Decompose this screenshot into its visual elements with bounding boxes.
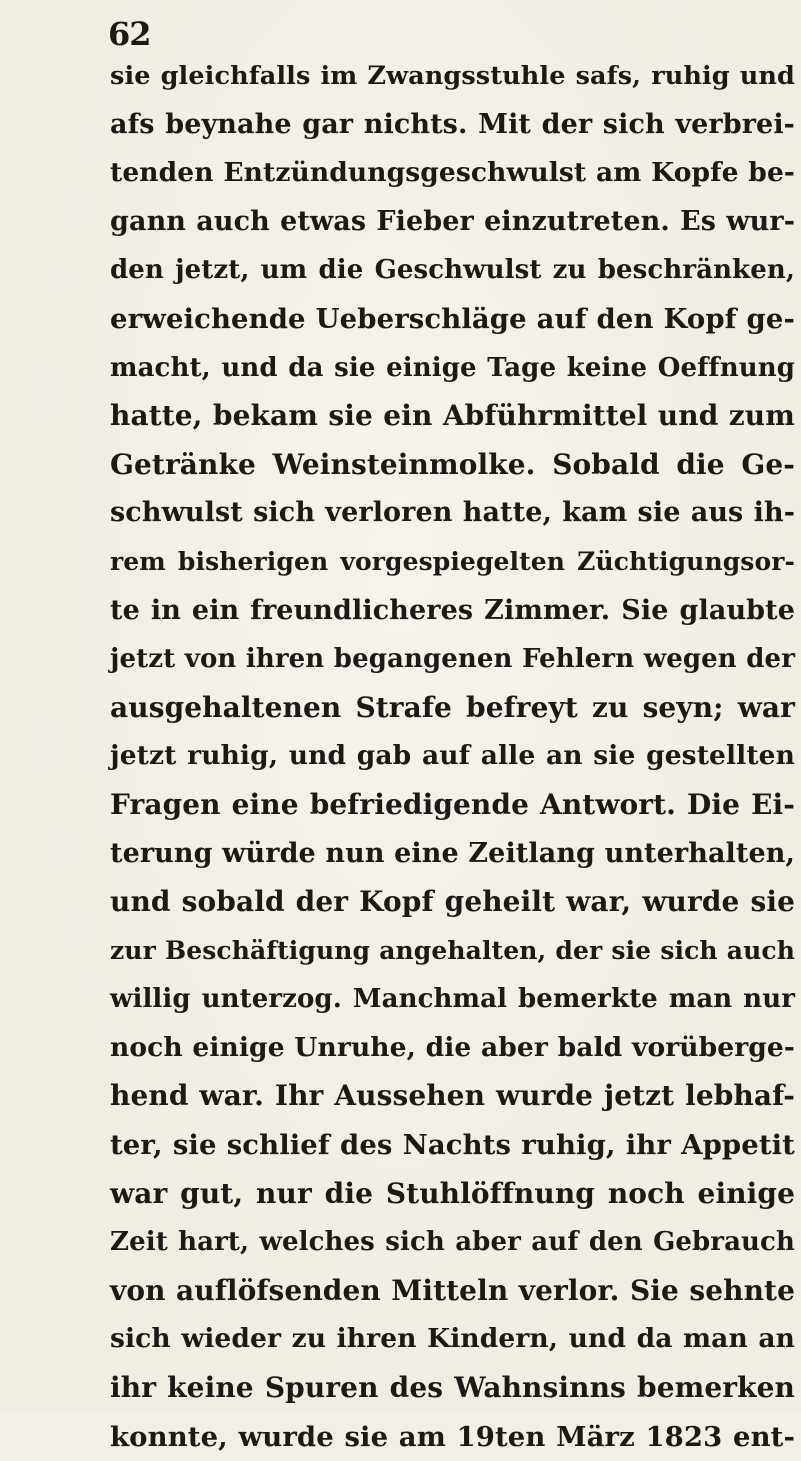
text-line: war gut, nur die Stuhlöffnung noch einige (110, 1176, 795, 1210)
text-line: Zeit hart, welches sich aber auf den Gebrauch (110, 1227, 795, 1258)
text-line: ter, sie schlief des Nachts ruhig, ihr Appetit (110, 1129, 795, 1162)
text-line: Getränke Weinsteinmolke. Sobald die Ge- (110, 447, 795, 481)
text-line: ausgehaltenen Strafe befreyt zu seyn; war (110, 690, 795, 724)
text-line: macht, und da sie einige Tage keine Oeffnung (110, 352, 795, 383)
text-line: hatte, bekam sie ein Abführmittel und zum (110, 399, 795, 433)
text-line: rem bisherigen vorgespiegelten Züchtigungsor- (110, 546, 795, 576)
text-line: konnte, wurde sie am 19ten März 1823 ent- (110, 1420, 795, 1453)
text-line: willig unterzog. Manchmal bemerkte man nur (110, 984, 795, 1015)
text-line: jetzt von ihren begangenen Fehlern wegen der (110, 644, 795, 675)
text-line: Fragen eine befriedigende Antwort. Die Ei- (110, 787, 795, 821)
page-number: 62 (108, 15, 151, 53)
text-line: und sobald der Kopf geheilt war, wurde sie (110, 885, 795, 919)
text-line: ihr keine Spuren des Wahnsinns bemerken (110, 1371, 795, 1405)
text-line: zur Beschäftigung angehalten, der sie sich auch (110, 935, 795, 965)
text-line: tenden Entzündungsgeschwulst am Kopfe be- (110, 157, 795, 189)
text-line: noch einige Unruhe, die aber bald vorüberge- (110, 1031, 795, 1063)
text-line: jetzt ruhig, und gab auf alle an sie gestellten (110, 740, 795, 772)
text-line: hend war. Ihr Aussehen wurde jetzt lebhaf- (110, 1079, 795, 1113)
text-line: den jetzt, um die Geschwulst zu beschränken, (110, 255, 795, 286)
text-line: schwulst sich verloren hatte, kam sie aus ih- (110, 497, 795, 529)
text-line: sich wieder zu ihren Kindern, und da man an (110, 1323, 795, 1355)
text-line: gann auch etwas Fieber einzutreten. Es wur- (110, 205, 795, 237)
text-line: von auflöfsenden Mitteln verlor. Sie sehnte (110, 1273, 795, 1307)
body-text (110, 52, 795, 1461)
text-line: terung würde nun eine Zeitlang unterhalten, (110, 837, 795, 869)
text-line: afs beynahe gar nichts. Mit der sich verbrei- (110, 108, 795, 140)
text-line: te in ein freundlicheres Zimmer. Sie glaubte (110, 594, 795, 626)
text-line: sie gleichfalls im Zwangsstuhle safs, ruhig und (110, 61, 795, 91)
text-line: erweichende Ueberschläge auf den Kopf ge- (110, 302, 795, 335)
